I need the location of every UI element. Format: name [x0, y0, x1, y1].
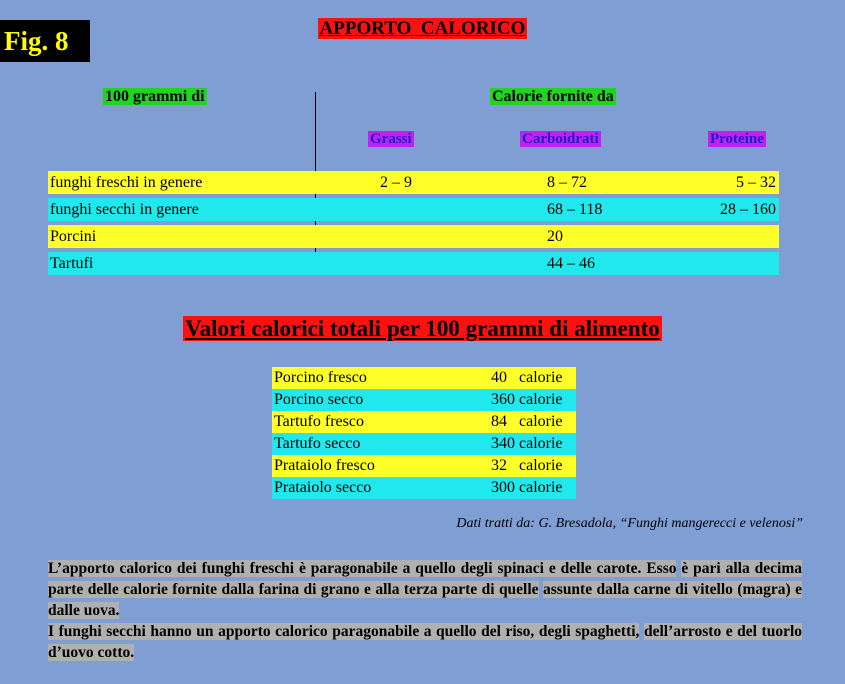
- section-title: [0, 316, 845, 342]
- item-value: 360 calorie: [491, 391, 563, 408]
- item-value: 340 calorie: [491, 435, 563, 452]
- subheader-grassi: [368, 130, 414, 148]
- table-row: [48, 198, 779, 221]
- header-100-grammi-text: 100 grammi di: [105, 88, 205, 105]
- page-title: [0, 18, 845, 40]
- header-100-grammi: [103, 88, 207, 106]
- row-name: funghi secchi in genere: [50, 201, 199, 218]
- subheader-carboidrati-text: Carboidrati: [522, 131, 599, 147]
- page-title-text: APPORTO CALORICO: [319, 18, 526, 39]
- row-carboidrati: 68 – 118: [547, 201, 603, 218]
- list-item: [272, 367, 576, 389]
- row-proteine: 5 – 32: [736, 174, 776, 191]
- subheader-carboidrati: [520, 130, 601, 148]
- row-name: Porcini: [50, 228, 97, 245]
- paragraph-line: assunte dalla carne di vitello (magra) e dalle uova.: [48, 581, 803, 619]
- source-citation: Dati tratti da: G. Bresadola, “Funghi mangerecci e velenosi”: [456, 516, 803, 531]
- item-value: 84 calorie: [491, 413, 563, 430]
- subheader-proteine: [708, 130, 766, 148]
- section-title-text: Valori calorici totali per 100 grammi di alimento: [185, 316, 660, 341]
- item-name: Tartufo secco: [274, 435, 361, 452]
- row-carboidrati: 8 – 72: [547, 174, 587, 191]
- paragraph-line: dell’arrosto e del tuorlo d’uovo cotto.: [48, 623, 803, 661]
- item-value: 300 calorie: [491, 479, 563, 496]
- paragraph-line: è pari alla decima parte delle calorie fornite dalla farina di grano e alla terza parte di quelle: [48, 560, 802, 598]
- row-proteine: 28 – 160: [720, 201, 776, 218]
- paragraph-line: I funghi secchi hanno un apporto calorico paragonabile a quello del riso, degli spaghetti,: [48, 623, 640, 640]
- item-value: 32 calorie: [491, 457, 563, 474]
- item-name: Porcino fresco: [274, 369, 367, 386]
- header-calorie: [490, 88, 616, 106]
- item-name: Prataiolo secco: [274, 479, 372, 496]
- table-row: [48, 225, 779, 248]
- list-item: [272, 411, 576, 433]
- header-calorie-text: Calorie fornite da: [492, 88, 614, 105]
- item-name: Porcino secco: [274, 391, 364, 408]
- row-grassi: 2 – 9: [380, 174, 412, 191]
- row-carboidrati: 44 – 46: [547, 255, 595, 272]
- item-name: Prataiolo fresco: [274, 457, 375, 474]
- subheader-proteine-text: Proteine: [710, 131, 764, 147]
- body-paragraph: [48, 558, 802, 663]
- table-row: [48, 171, 779, 194]
- row-name: Tartufi: [50, 255, 94, 272]
- item-value: 40 calorie: [491, 369, 563, 386]
- item-name: Tartufo fresco: [274, 413, 364, 430]
- subheader-grassi-text: Grassi: [370, 131, 412, 147]
- figure-label: Fig. 8: [0, 20, 90, 62]
- list-item: [272, 389, 576, 411]
- table-row: [48, 252, 779, 275]
- row-name: funghi freschi in genere: [50, 174, 203, 191]
- list-item: [272, 433, 576, 455]
- row-carboidrati: 20: [547, 228, 563, 245]
- list-item: [272, 477, 576, 499]
- paragraph-line: L’apporto calorico dei funghi freschi è paragonabile a quello degli spinaci e delle carote. Esso: [48, 560, 677, 577]
- list-item: [272, 455, 576, 477]
